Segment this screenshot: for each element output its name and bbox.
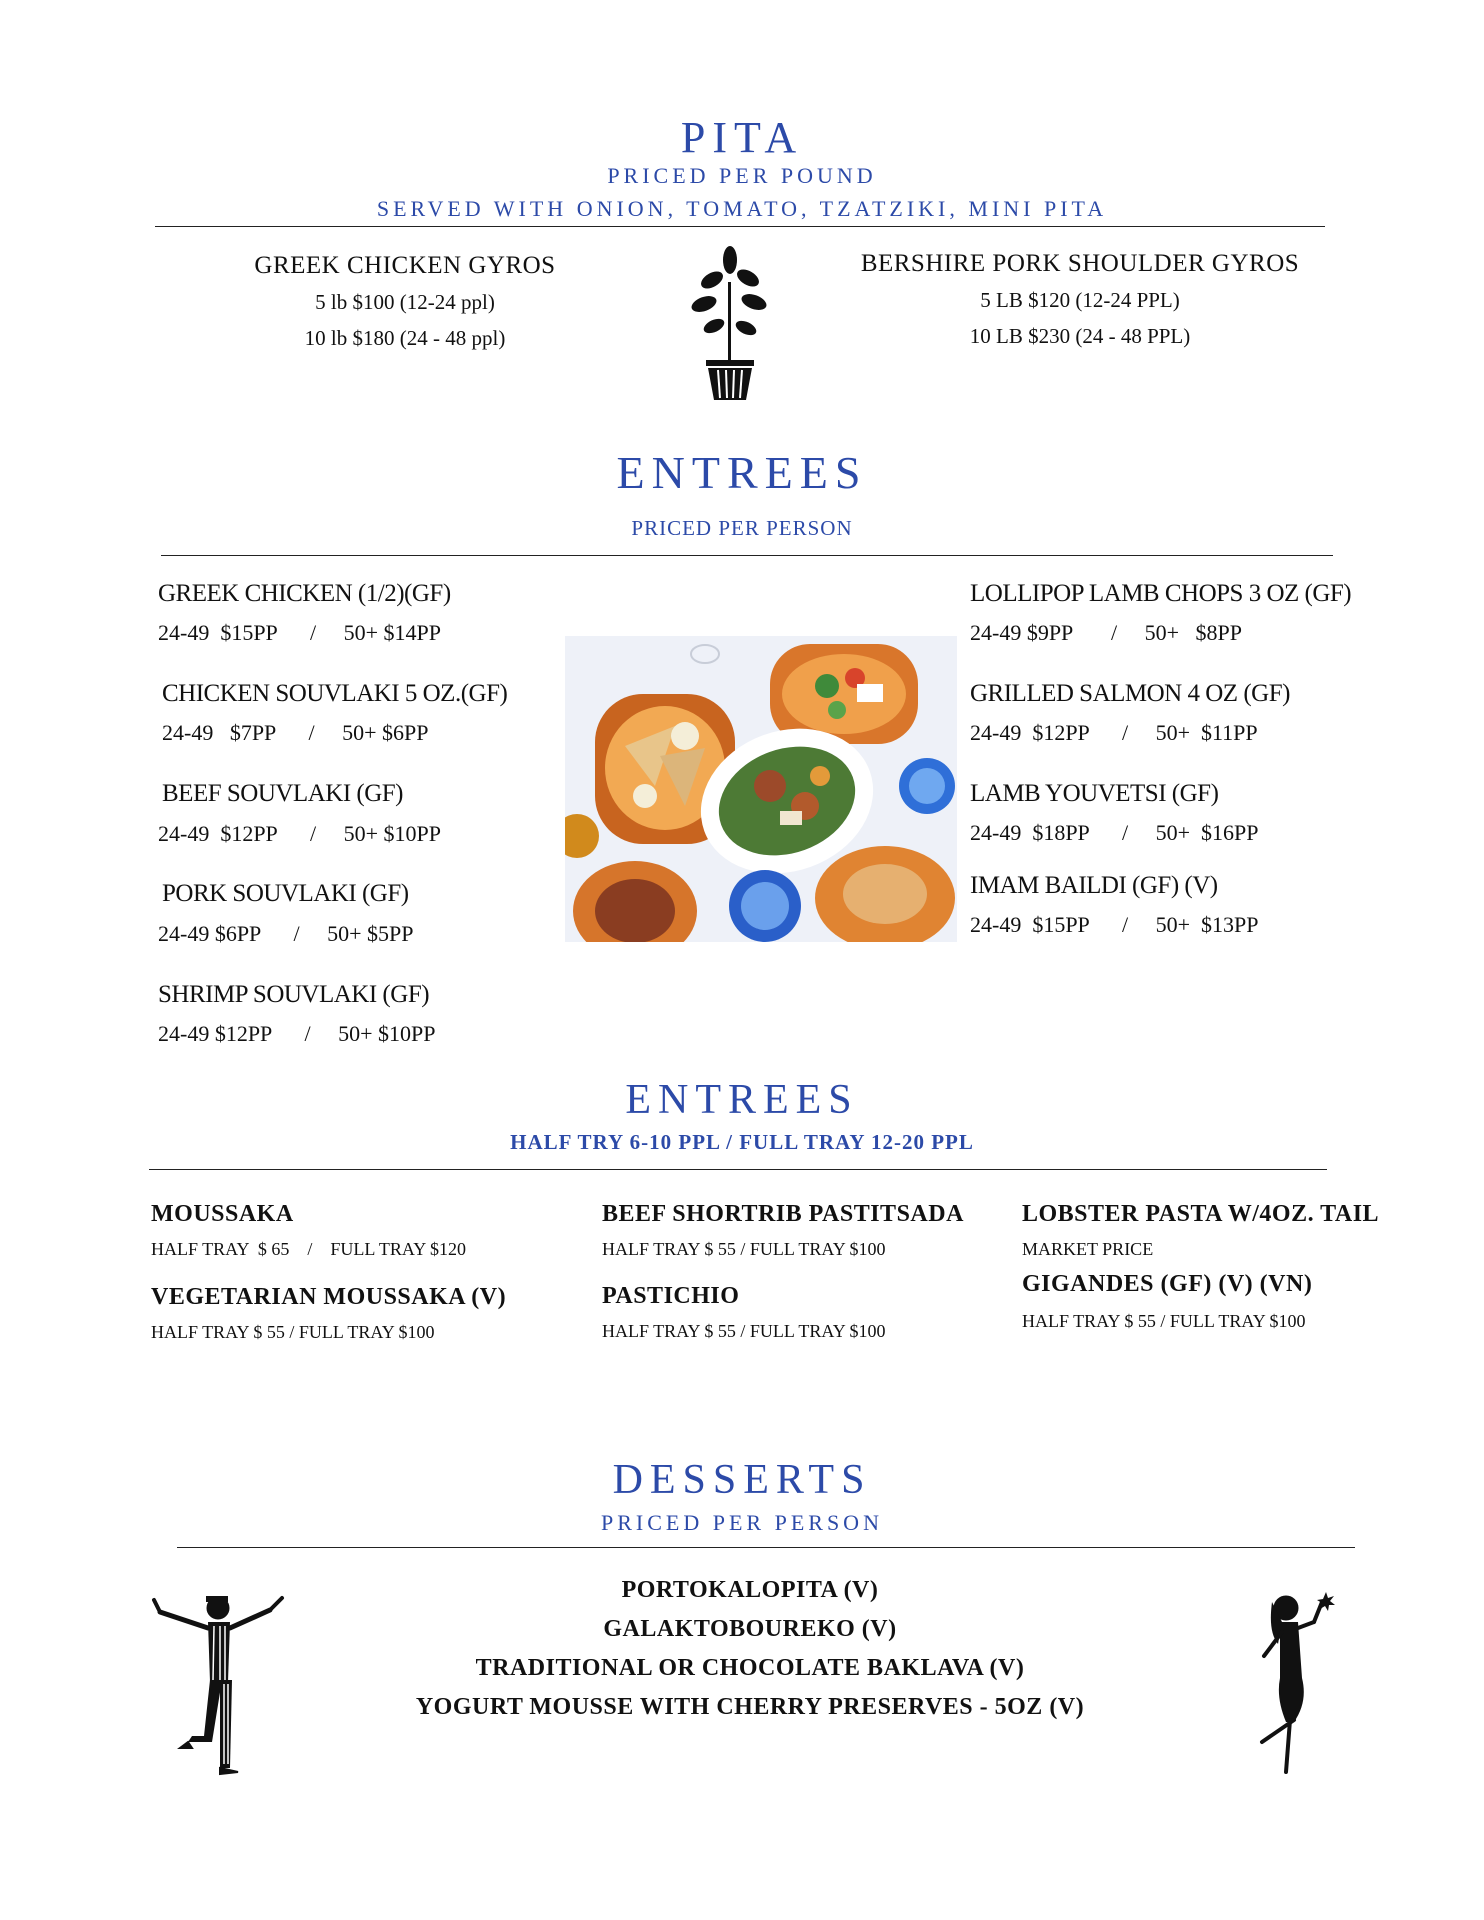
- entree-price: 24-49 $9PP / 50+ $8PP: [970, 620, 1242, 645]
- entree-name: LOLLIPOP LAMB CHOPS 3 OZ (GF): [970, 580, 1352, 607]
- plant-pot-icon: [690, 242, 770, 402]
- pita-item-price: 10 lb $180 (24 - 48 ppl): [304, 326, 506, 350]
- tray-item-price: HALF TRAY $ 55 / FULL TRAY $100: [151, 1322, 435, 1342]
- dancing-man-icon: [150, 1592, 290, 1777]
- tray-entrees-title: ENTREES: [625, 1077, 859, 1123]
- tray-item-name: VEGETARIAN MOUSSAKA (V): [151, 1284, 507, 1310]
- tray-item-name: BEEF SHORTRIB PASTITSADA: [602, 1201, 964, 1227]
- desserts-divider: [177, 1547, 1355, 1548]
- desserts-title: DESSERTS: [612, 1457, 872, 1503]
- entree-price: 24-49 $12PP / 50+ $10PP: [158, 1021, 436, 1046]
- tray-item-price: HALF TRAY $ 65 / FULL TRAY $120: [151, 1239, 467, 1259]
- entrees-divider: [161, 555, 1333, 556]
- dessert-item: TRADITIONAL OR CHOCOLATE BAKLAVA (V): [475, 1655, 1025, 1681]
- entree-price: 24-49 $12PP / 50+ $11PP: [970, 720, 1258, 745]
- tray-entrees-divider: [149, 1169, 1327, 1170]
- tray-item-name: LOBSTER PASTA W/4OZ. TAIL: [1022, 1201, 1380, 1227]
- tray-item-name: PASTICHIO: [602, 1283, 740, 1309]
- dessert-list: [300, 1571, 1200, 1727]
- pita-item-pork: [860, 250, 1300, 354]
- entree-name: LAMB YOUVETSI (GF): [970, 780, 1219, 807]
- entree-price: 24-49 $15PP / 50+ $13PP: [970, 912, 1259, 937]
- dancing-woman-icon: [1242, 1582, 1342, 1782]
- pita-item-name: GREEK CHICKEN GYROS: [254, 252, 556, 279]
- pita-divider: [155, 226, 1325, 227]
- tray-item-name: MOUSSAKA: [151, 1201, 294, 1227]
- entree-name: BEEF SOUVLAKI (GF): [162, 780, 403, 807]
- dessert-item: PORTOKALOPITA (V): [621, 1577, 879, 1603]
- entree-name: IMAM BAILDI (GF) (V): [970, 872, 1218, 899]
- entree-price: 24-49 $12PP / 50+ $10PP: [158, 821, 441, 846]
- pita-served: SERVED WITH ONION, TOMATO, TZATZIKI, MINI PITA: [376, 196, 1108, 221]
- tray-item-name: GIGANDES (GF) (V) (VN): [1022, 1271, 1313, 1297]
- entree-price: 24-49 $15PP / 50+ $14PP: [158, 620, 441, 645]
- pita-item-price: 5 lb $100 (12-24 ppl): [315, 290, 495, 314]
- tray-item-price: HALF TRAY $ 55 / FULL TRAY $100: [602, 1239, 886, 1259]
- desserts-subtitle: PRICED PER PERSON: [601, 1510, 883, 1535]
- pita-item-price: 5 LB $120 (12-24 PPL): [980, 288, 1180, 312]
- tray-entrees-subtitle: HALF TRY 6-10 PPL / FULL TRAY 12-20 PPL: [510, 1130, 974, 1154]
- entrees-subtitle: PRICED PER PERSON: [631, 516, 853, 540]
- pita-item-chicken: [230, 252, 580, 356]
- dessert-item: GALAKTOBOUREKO (V): [603, 1616, 897, 1642]
- food-photo: [565, 636, 957, 942]
- dessert-item: YOGURT MOUSSE WITH CHERRY PRESERVES - 5OZ (V): [415, 1694, 1085, 1720]
- entree-price: 24-49 $18PP / 50+ $16PP: [970, 820, 1259, 845]
- tray-item-price: HALF TRAY $ 55 / FULL TRAY $100: [1022, 1311, 1306, 1331]
- entree-name: GRILLED SALMON 4 OZ (GF): [970, 680, 1290, 707]
- entree-price: 24-49 $7PP / 50+ $6PP: [162, 720, 429, 745]
- tray-item-price: HALF TRAY $ 55 / FULL TRAY $100: [602, 1321, 886, 1341]
- pita-item-name: BERSHIRE PORK SHOULDER GYROS: [860, 250, 1300, 277]
- entree-name: CHICKEN SOUVLAKI 5 OZ.(GF): [162, 680, 508, 707]
- entree-name: SHRIMP SOUVLAKI (GF): [158, 981, 430, 1008]
- pita-title: PITA: [680, 113, 804, 162]
- entree-name: PORK SOUVLAKI (GF): [162, 880, 409, 907]
- tray-item-price: MARKET PRICE: [1022, 1239, 1154, 1259]
- entree-name: GREEK CHICKEN (1/2)(GF): [158, 580, 451, 607]
- entrees-title: ENTREES: [616, 447, 868, 498]
- entree-price: 24-49 $6PP / 50+ $5PP: [158, 921, 414, 946]
- pita-subtitle: PRICED PER POUND: [607, 163, 877, 188]
- pita-item-price: 10 LB $230 (24 - 48 PPL): [969, 324, 1191, 348]
